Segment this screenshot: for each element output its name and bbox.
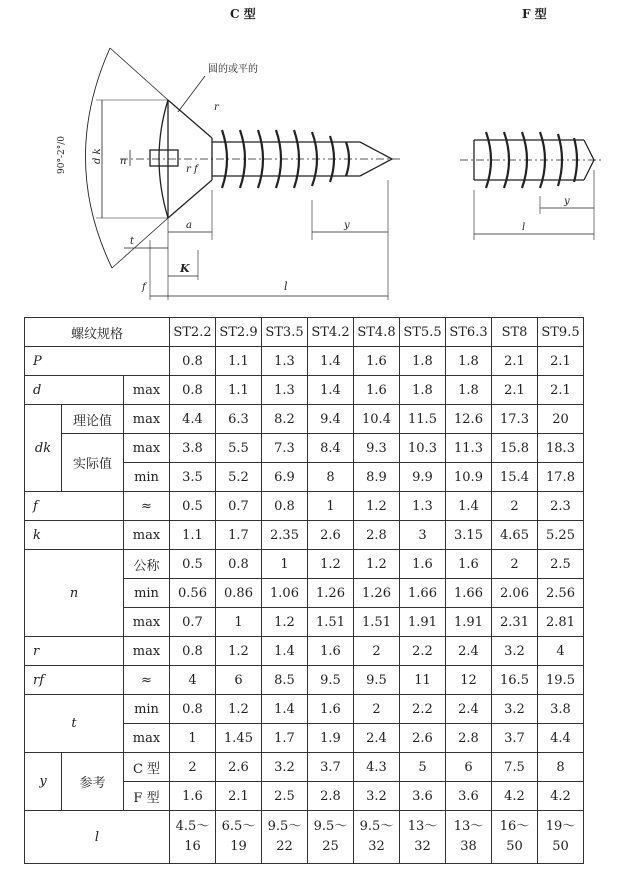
table-row-n-nominal bbox=[25, 550, 584, 579]
table-cell: 1.2 bbox=[216, 695, 262, 724]
dk-actual-label: 实际值 bbox=[62, 434, 124, 492]
table-cell: 11.3 bbox=[446, 434, 492, 463]
thread-spec-header: 螺纹规格 bbox=[25, 318, 170, 347]
table-cell: 1 bbox=[308, 492, 354, 521]
table-row-f bbox=[25, 492, 584, 521]
row-symbol: k bbox=[25, 521, 124, 550]
tolerance-label: min bbox=[124, 579, 170, 608]
table-cell: 2.1 bbox=[492, 376, 538, 405]
tolerance-label: 公称 bbox=[124, 550, 170, 579]
table-cell: 3.5 bbox=[170, 463, 216, 492]
table-cell: 10.4 bbox=[354, 405, 400, 434]
table-cell: 11 bbox=[400, 666, 446, 695]
tolerance-label: max bbox=[124, 434, 170, 463]
table-cell: 16.5 bbox=[492, 666, 538, 695]
table-cell: 2.35 bbox=[262, 521, 308, 550]
n-dim-label: n bbox=[120, 156, 127, 167]
table-cell: 1.6 bbox=[354, 347, 400, 376]
table-cell bbox=[446, 811, 492, 864]
table-cell: 1.2 bbox=[216, 637, 262, 666]
table-cell: 1.06 bbox=[262, 579, 308, 608]
table-cell: 1.8 bbox=[400, 376, 446, 405]
table-cell: 4 bbox=[170, 666, 216, 695]
f-l-dim-label: l bbox=[522, 222, 526, 233]
table-cell: 2 bbox=[170, 753, 216, 782]
l-range-to: 25 bbox=[322, 839, 339, 854]
table-cell: 1.2 bbox=[354, 550, 400, 579]
table-cell: 0.86 bbox=[216, 579, 262, 608]
table-cell: 2.6 bbox=[216, 753, 262, 782]
table-cell: 1.2 bbox=[354, 492, 400, 521]
table-cell: 8 bbox=[538, 753, 584, 782]
l-range-to: 16 bbox=[184, 839, 201, 854]
table-cell bbox=[216, 811, 262, 864]
table-cell: 3.6 bbox=[446, 782, 492, 811]
table-cell: 10.3 bbox=[400, 434, 446, 463]
table-cell: 1.2 bbox=[262, 608, 308, 637]
tolerance-label: max bbox=[124, 521, 170, 550]
table-cell: 1.4 bbox=[262, 637, 308, 666]
table-cell: 12 bbox=[446, 666, 492, 695]
table-cell: 0.56 bbox=[170, 579, 216, 608]
row-symbol: rf bbox=[25, 666, 124, 695]
table-cell: 2 bbox=[492, 492, 538, 521]
l-range-to: 32 bbox=[414, 839, 431, 854]
table-cell: 8.4 bbox=[308, 434, 354, 463]
tolerance-label: max bbox=[124, 637, 170, 666]
table-cell: 0.8 bbox=[170, 347, 216, 376]
table-cell: 1.6 bbox=[400, 550, 446, 579]
l-dim-label: l bbox=[284, 280, 288, 293]
table-cell: 2.8 bbox=[308, 782, 354, 811]
table-cell: 17.8 bbox=[538, 463, 584, 492]
table-cell: 1.3 bbox=[400, 492, 446, 521]
l-range-from: 19～ bbox=[545, 819, 576, 834]
row-symbol: t bbox=[25, 695, 124, 753]
table-cell: 2.4 bbox=[446, 637, 492, 666]
header-row bbox=[25, 318, 584, 347]
row-symbol: r bbox=[25, 637, 124, 666]
l-range-from: 9.5～ bbox=[267, 819, 302, 834]
table-cell: 9.5 bbox=[308, 666, 354, 695]
table-cell: 1.1 bbox=[216, 347, 262, 376]
l-range-from: 13～ bbox=[453, 819, 484, 834]
table-cell: 1.1 bbox=[216, 376, 262, 405]
table-cell: 10.9 bbox=[446, 463, 492, 492]
table-cell: 1.9 bbox=[308, 724, 354, 753]
table-cell: 8.9 bbox=[354, 463, 400, 492]
row-symbol: P bbox=[25, 347, 170, 376]
table-cell: 6 bbox=[446, 753, 492, 782]
l-range-to: 50 bbox=[552, 839, 569, 854]
table-cell: 6 bbox=[216, 666, 262, 695]
table-cell: 4 bbox=[538, 637, 584, 666]
table-cell: 0.8 bbox=[216, 550, 262, 579]
table-cell: 2.5 bbox=[262, 782, 308, 811]
row-symbol: l bbox=[25, 811, 170, 864]
size-header: ST8 bbox=[492, 318, 538, 347]
tolerance-label: ≈ bbox=[124, 666, 170, 695]
table-cell: 1.6 bbox=[308, 637, 354, 666]
f-dim-label: f bbox=[142, 282, 146, 293]
table-cell: 4.3 bbox=[354, 753, 400, 782]
table-cell: 0.8 bbox=[170, 376, 216, 405]
table-cell: 8 bbox=[308, 463, 354, 492]
table-cell: 3.2 bbox=[354, 782, 400, 811]
table-cell: 2.8 bbox=[354, 521, 400, 550]
table-cell: 3.7 bbox=[492, 724, 538, 753]
table-cell: 1 bbox=[216, 608, 262, 637]
y-dim-label: y bbox=[344, 220, 350, 231]
table-cell: 3.15 bbox=[446, 521, 492, 550]
row-symbol: f bbox=[25, 492, 124, 521]
row-symbol: d bbox=[25, 376, 124, 405]
table-cell: 7.3 bbox=[262, 434, 308, 463]
table-cell: 2.8 bbox=[446, 724, 492, 753]
table-cell: 8.2 bbox=[262, 405, 308, 434]
y-ref-label: 参考 bbox=[62, 753, 124, 811]
table-row-dk-theory-max bbox=[25, 405, 584, 434]
table-row-rf bbox=[25, 666, 584, 695]
size-header: ST5.5 bbox=[400, 318, 446, 347]
table-row-l bbox=[25, 811, 584, 864]
c-type-screw-figure bbox=[85, 48, 400, 300]
tolerance-label: F 型 bbox=[124, 782, 170, 811]
table-cell: 5 bbox=[400, 753, 446, 782]
table-cell: 1.4 bbox=[308, 376, 354, 405]
l-range-from: 9.5～ bbox=[313, 819, 348, 834]
table-cell: 0.8 bbox=[262, 492, 308, 521]
table-cell: 1.6 bbox=[170, 782, 216, 811]
table-cell: 1.26 bbox=[308, 579, 354, 608]
table-cell: 12.6 bbox=[446, 405, 492, 434]
l-range-from: 4.5～ bbox=[175, 819, 210, 834]
table-cell: 2.4 bbox=[354, 724, 400, 753]
table-cell: 2.5 bbox=[538, 550, 584, 579]
table-cell: 2 bbox=[492, 550, 538, 579]
table-cell: 1.26 bbox=[354, 579, 400, 608]
table-cell: 5.25 bbox=[538, 521, 584, 550]
table-cell: 2.2 bbox=[400, 695, 446, 724]
table-cell: 2.3 bbox=[538, 492, 584, 521]
a-dim-label: a bbox=[186, 220, 192, 231]
table-cell: 1.91 bbox=[446, 608, 492, 637]
table-cell: 1.91 bbox=[400, 608, 446, 637]
table-cell: 1.8 bbox=[446, 376, 492, 405]
size-header: ST6.3 bbox=[446, 318, 492, 347]
table-cell: 1 bbox=[262, 550, 308, 579]
table-cell: 4.4 bbox=[538, 724, 584, 753]
table-cell: 2.6 bbox=[400, 724, 446, 753]
table-cell: 0.8 bbox=[170, 637, 216, 666]
table-row-t-min bbox=[25, 695, 584, 724]
table-cell bbox=[400, 811, 446, 864]
table-cell: 18.3 bbox=[538, 434, 584, 463]
table-cell bbox=[262, 811, 308, 864]
tolerance-label: max bbox=[124, 376, 170, 405]
table-cell: 15.4 bbox=[492, 463, 538, 492]
row-symbol: y bbox=[25, 753, 62, 811]
table-cell: 1.8 bbox=[400, 347, 446, 376]
table-cell: 0.5 bbox=[170, 492, 216, 521]
table-cell: 2 bbox=[354, 695, 400, 724]
tolerance-label: max bbox=[124, 724, 170, 753]
table-cell: 1.4 bbox=[262, 695, 308, 724]
table-cell: 1.4 bbox=[446, 492, 492, 521]
table-cell bbox=[492, 811, 538, 864]
table-cell: 3.2 bbox=[492, 637, 538, 666]
table-cell: 2.31 bbox=[492, 608, 538, 637]
table-row-k bbox=[25, 521, 584, 550]
table-row-d bbox=[25, 376, 584, 405]
table-cell: 0.8 bbox=[170, 695, 216, 724]
table-cell: 4.4 bbox=[170, 405, 216, 434]
table-cell: 7.5 bbox=[492, 753, 538, 782]
table-cell: 0.7 bbox=[170, 608, 216, 637]
table-cell: 2.1 bbox=[492, 347, 538, 376]
table-cell: 5.5 bbox=[216, 434, 262, 463]
table-cell: 20 bbox=[538, 405, 584, 434]
table-row-y-c bbox=[25, 753, 584, 782]
table-cell: 1.2 bbox=[308, 550, 354, 579]
table-cell: 3.8 bbox=[538, 695, 584, 724]
l-range-to: 50 bbox=[506, 839, 523, 854]
table-cell: 2.4 bbox=[446, 695, 492, 724]
table-row-P bbox=[25, 347, 584, 376]
table-cell: 3 bbox=[400, 521, 446, 550]
table-cell: 3.7 bbox=[308, 753, 354, 782]
table-cell: 4.2 bbox=[538, 782, 584, 811]
table-cell: 0.5 bbox=[170, 550, 216, 579]
screw-technical-drawing bbox=[0, 0, 621, 312]
l-range-from: 6.5～ bbox=[221, 819, 256, 834]
table-cell: 1.3 bbox=[262, 347, 308, 376]
table-cell: 2.56 bbox=[538, 579, 584, 608]
tolerance-label: min bbox=[124, 463, 170, 492]
l-range-to: 22 bbox=[276, 839, 293, 854]
table-cell: 1.6 bbox=[446, 550, 492, 579]
table-cell: 1.66 bbox=[446, 579, 492, 608]
table-row-dk-actual-max bbox=[25, 434, 584, 463]
size-header: ST9.5 bbox=[538, 318, 584, 347]
dk-theory-label: 理论值 bbox=[62, 405, 124, 434]
table-cell: 3.6 bbox=[400, 782, 446, 811]
size-header: ST4.2 bbox=[308, 318, 354, 347]
table-cell: 1.8 bbox=[446, 347, 492, 376]
table-cell: 2.2 bbox=[400, 637, 446, 666]
size-header: ST2.2 bbox=[170, 318, 216, 347]
table-cell: 1.6 bbox=[308, 695, 354, 724]
f-type-label: F 型 bbox=[522, 7, 547, 21]
table-cell: 1.51 bbox=[308, 608, 354, 637]
table-cell: 4.2 bbox=[492, 782, 538, 811]
table-cell: 2.1 bbox=[216, 782, 262, 811]
table-cell: 9.3 bbox=[354, 434, 400, 463]
table-cell: 1.1 bbox=[170, 521, 216, 550]
table-cell bbox=[308, 811, 354, 864]
table-cell: 2.1 bbox=[538, 347, 584, 376]
table-cell: 9.9 bbox=[400, 463, 446, 492]
tolerance-label: C 型 bbox=[124, 753, 170, 782]
table-cell: 1.45 bbox=[216, 724, 262, 753]
size-header: ST2.9 bbox=[216, 318, 262, 347]
table-cell: 6.3 bbox=[216, 405, 262, 434]
tolerance-label: ≈ bbox=[124, 492, 170, 521]
table-cell: 0.7 bbox=[216, 492, 262, 521]
table-cell: 1.4 bbox=[308, 347, 354, 376]
table-cell: 1.51 bbox=[354, 608, 400, 637]
table-cell: 17.3 bbox=[492, 405, 538, 434]
angle-label: 90°-2°/0 bbox=[57, 136, 67, 174]
f-type-screw-figure bbox=[460, 132, 604, 240]
table-cell bbox=[538, 811, 584, 864]
tolerance-label: min bbox=[124, 695, 170, 724]
table-cell: 2.81 bbox=[538, 608, 584, 637]
size-header: ST4.8 bbox=[354, 318, 400, 347]
table-cell: 6.9 bbox=[262, 463, 308, 492]
table-cell bbox=[354, 811, 400, 864]
table-cell: 1 bbox=[170, 724, 216, 753]
table-row-r bbox=[25, 637, 584, 666]
t-dim-label: t bbox=[130, 236, 135, 247]
table-cell: 2.06 bbox=[492, 579, 538, 608]
r-dim-label: r bbox=[214, 102, 219, 113]
table-cell: 2.1 bbox=[538, 376, 584, 405]
l-range-from: 9.5～ bbox=[359, 819, 394, 834]
table-cell: 1.7 bbox=[262, 724, 308, 753]
table-cell: 19.5 bbox=[538, 666, 584, 695]
table-cell: 3.8 bbox=[170, 434, 216, 463]
table-cell: 8.5 bbox=[262, 666, 308, 695]
rf-dim-label: r f bbox=[186, 164, 198, 175]
dk-dim-label: d k bbox=[92, 148, 103, 164]
table-cell: 15.8 bbox=[492, 434, 538, 463]
table-cell: 4.65 bbox=[492, 521, 538, 550]
l-range-from: 16～ bbox=[499, 819, 530, 834]
table-cell: 3.2 bbox=[492, 695, 538, 724]
row-symbol: n bbox=[25, 550, 124, 637]
row-symbol: dk bbox=[25, 405, 62, 492]
table-cell bbox=[170, 811, 216, 864]
l-range-from: 13～ bbox=[407, 819, 438, 834]
table-cell: 2.6 bbox=[308, 521, 354, 550]
round-or-flat-note: 圆的或平的 bbox=[208, 64, 258, 75]
l-range-to: 32 bbox=[368, 839, 385, 854]
table-cell: 1.66 bbox=[400, 579, 446, 608]
table-cell: 2 bbox=[354, 637, 400, 666]
table-cell: 11.5 bbox=[400, 405, 446, 434]
table-cell: 9.5 bbox=[354, 666, 400, 695]
l-range-to: 38 bbox=[460, 839, 477, 854]
table-cell: 3.2 bbox=[262, 753, 308, 782]
tolerance-label: max bbox=[124, 608, 170, 637]
table-cell: 1.7 bbox=[216, 521, 262, 550]
c-type-label: C 型 bbox=[230, 7, 256, 21]
tolerance-label: max bbox=[124, 405, 170, 434]
table-cell: 5.2 bbox=[216, 463, 262, 492]
f-y-dim-label: y bbox=[564, 196, 570, 207]
table-cell: 1.3 bbox=[262, 376, 308, 405]
k-dim-label: K bbox=[180, 262, 190, 275]
l-range-to: 19 bbox=[230, 839, 247, 854]
size-header: ST3.5 bbox=[262, 318, 308, 347]
table-cell: 1.6 bbox=[354, 376, 400, 405]
table-cell: 9.4 bbox=[308, 405, 354, 434]
dimension-spec-table bbox=[24, 317, 584, 864]
